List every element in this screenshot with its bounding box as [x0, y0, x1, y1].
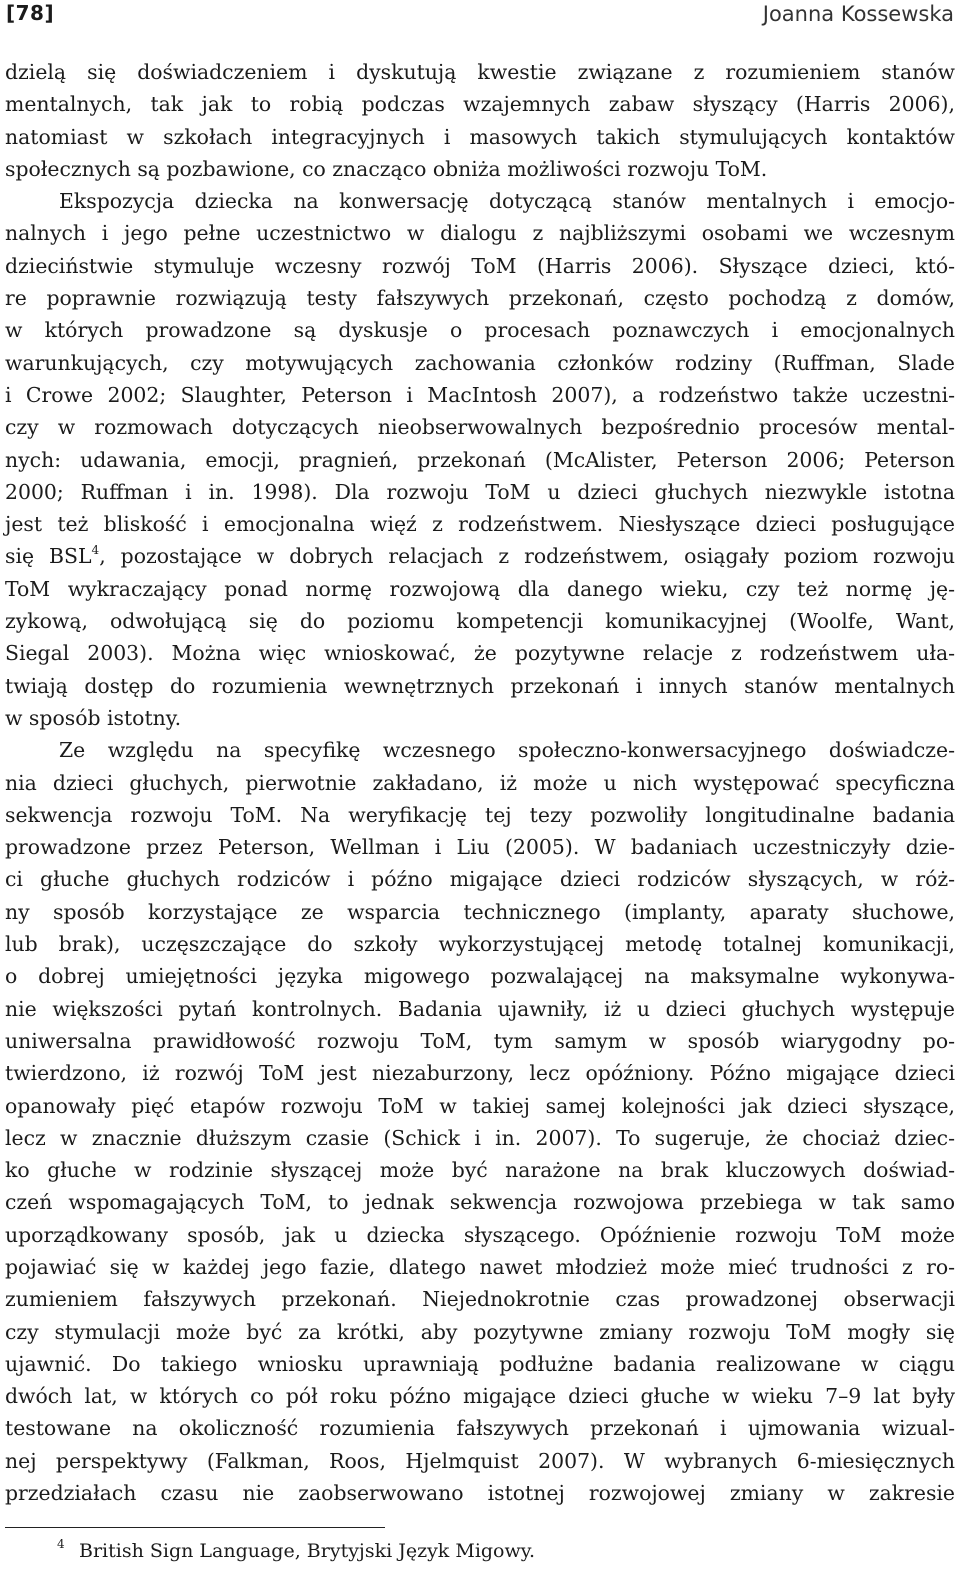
running-header-author: Joanna Kossewska: [762, 2, 954, 26]
text-line: natomiast w szkołach integracyjnych i masowych takich stymulujących kontaktów: [5, 124, 955, 149]
text-line: ko głuche w rodzinie słyszącej może być narażone na brak kluczowych doświad-: [5, 1158, 955, 1183]
text-line: dwóch lat, w których co pół roku późno migające dzieci głuche w wieku 7–9 lat były: [5, 1384, 955, 1409]
text-line: nie większości pytań kontrolnych. Badania ujawniły, iż u dzieci głuchych występuje: [5, 996, 955, 1021]
text-line: ujawnić. Do takiego wniosku uprawniają podłużne badania realizowane w ciągu: [5, 1351, 955, 1376]
text-line: czy stymulacji może być za krótki, aby pozytywne zmiany rozwoju ToM mogły się: [5, 1319, 955, 1344]
page-number: [78]: [6, 1, 55, 25]
text-line: dzieciństwie stymuluje wczesny rozwój ToM (Harris 2006). Słyszące dzieci, któ-: [5, 253, 955, 278]
text-fragment: , pozostające w dobrych relacjach z rodzeństwem, osiągały poziom rozwoju: [99, 544, 956, 569]
text-line: o dobrej umiejętności języka migowego pozwalającej na maksymalne wykonywa-: [5, 964, 955, 989]
text-line: Siegal 2003). Można więc wnioskować, że pozytywne relacje z rodzeństwem uła-: [5, 641, 955, 666]
text-line: ny sposób korzystające ze wsparcia technicznego (implanty, aparaty słuchowe,: [5, 899, 955, 924]
text-line: mentalnych, tak jak to robią podczas wzajemnych zabaw słyszący (Harris 2006),: [5, 92, 955, 117]
text-line: ci głuche głuchych rodziców i późno migające dzieci rodziców słyszących, w róż-: [5, 867, 955, 892]
text-line: nia dzieci głuchych, pierwotnie zakładano, iż może u nich występować specyficzna: [5, 770, 955, 795]
text-line: społecznych są pozbawione, co znacząco obniża możliwości rozwoju ToM.: [5, 156, 768, 181]
text-line: [5, 540, 955, 572]
text-line: zumieniem fałszywych przekonań. Niejednokrotnie czas prowadzonej obserwacji: [5, 1287, 955, 1312]
text-line: uporządkowany sposób, jak u dziecka słyszącego. Opóźnienie rozwoju ToM może: [5, 1222, 955, 1247]
paragraph-1: [5, 56, 955, 734]
text-line: pojawiać się w każdej jego fazie, dlatego nawet młodzież może mieć trudności z ro-: [5, 1254, 955, 1279]
text-fragment: się BSL: [5, 544, 92, 569]
text-line: w których prowadzone są dyskusje o procesach poznawczych i emocjonalnych: [5, 318, 955, 343]
text-line: czy w rozmowach dotyczących nieobserwowalnych bezpośrednio procesów mental-: [5, 415, 955, 440]
text-line: 2000; Ruffman i in. 1998). Dla rozwoju ToM u dzieci głuchych niezwykle istotna: [5, 479, 955, 504]
text-line: nych: udawania, emocji, pragnień, przekonań (McAlister, Peterson 2006; Peterson: [5, 447, 955, 472]
text-line: zykową, odwołującą się do poziomu kompetencji komunikacyjnej (Woolfe, Want,: [5, 609, 955, 634]
text-line: twiają dostęp do rozumienia wewnętrznych przekonań i innych stanów mentalnych: [5, 673, 955, 698]
text-line: dzielą się doświadczeniem i dyskutują kwestie związane z rozumieniem stanów: [5, 60, 955, 84]
page-header: [0, 0, 960, 32]
text-line: lub brak), uczęszczające do szkoły wykorzystującej metodę totalnej komunikacji,: [5, 932, 955, 957]
text-line: prowadzone przez Peterson, Wellman i Liu (2005). W badaniach uczestniczyły dzie-: [5, 835, 955, 860]
text-line: nalnych i jego pełne uczestnictwo w dialogu z najbliższymi osobami we wczesnym: [5, 221, 955, 246]
main-text: [5, 56, 955, 1509]
text-line: w sposób istotny.: [5, 705, 182, 730]
text-line: testowane na okoliczność rozumienia fałszywych przekonań i ujmowania wizual-: [5, 1416, 955, 1441]
text-line: przedziałach czasu nie zaobserwowano istotnej rozwojowej zmiany w zakresie: [5, 1481, 955, 1506]
text-line: re poprawnie rozwiązują testy fałszywych przekonań, często pochodzą z domów,: [5, 286, 955, 311]
footnote-divider: [5, 1527, 385, 1528]
text-line: ToM wykraczający ponad normę rozwojową dla danego wieku, czy też normę ję-: [5, 576, 955, 601]
text-line: jest też bliskość i emocjonalna więź z rodzeństwem. Niesłyszące dzieci posługujące: [5, 512, 955, 537]
text-line: warunkujących, czy motywujących zachowania członków rodziny (Ruffman, Slade: [5, 350, 955, 375]
text-line: i Crowe 2002; Slaughter, Peterson i MacIntosh 2007), a rodzeństwo także uczestni-: [5, 382, 955, 407]
footnote-number: 4: [57, 1537, 65, 1551]
text-line: nej perspektywy (Falkman, Roos, Hjelmquist 2007). W wybranych 6-miesięcznych: [5, 1448, 955, 1473]
footnote-text: British Sign Language, Brytyjski Język Migowy.: [79, 1540, 536, 1562]
text-line: lecz w znacznie dłuższym czasie (Schick i in. 2007). To sugeruje, że chociaż dziec-: [5, 1125, 955, 1150]
footnote-reference[interactable]: 4: [91, 543, 100, 558]
text-line: Ze względu na specyfikę wczesnego społeczno-konwersacyjnego doświadcze-: [59, 738, 955, 763]
text-line: opanowały pięć etapów rozwoju ToM w takiej samej kolejności jak dzieci słyszące,: [5, 1093, 955, 1118]
text-line: uniwersalna prawidłowość rozwoju ToM, tym samym w sposób wiarygodny po-: [5, 1028, 955, 1053]
paragraph-2: [5, 734, 955, 1509]
text-line: twierdzono, iż rozwój ToM jest niezaburzony, lecz opóźniony. Późno migające dzieci: [5, 1061, 955, 1086]
text-line: Ekspozycja dziecka na konwersację dotyczącą stanów mentalnych i emocjo-: [59, 189, 955, 214]
text-line: czeń wspomagających ToM, to jednak sekwencja rozwojowa przebiega w tak samo: [5, 1190, 955, 1215]
text-line: sekwencja rozwoju ToM. Na weryfikację tej tezy pozwoliły longitudinalne badania: [5, 802, 955, 827]
